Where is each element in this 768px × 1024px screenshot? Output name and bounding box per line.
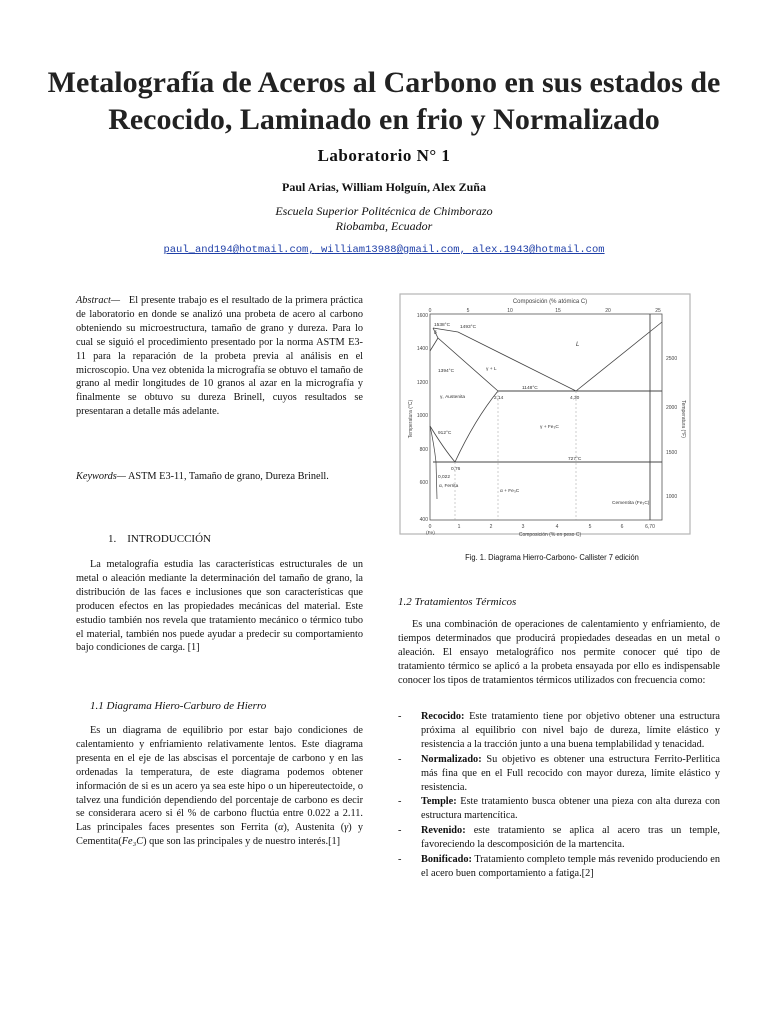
left-tick: 1600 bbox=[416, 313, 428, 319]
label-delta: δ bbox=[434, 331, 437, 336]
right-tick: 1000 bbox=[666, 494, 678, 500]
list-dash: - bbox=[398, 796, 402, 808]
label-alpha-fe3c: α + Fe₃C bbox=[500, 489, 520, 494]
label-912: 912°C bbox=[438, 431, 452, 436]
label-gamma-l: γ + L bbox=[486, 367, 497, 372]
bottom-tick: 1 bbox=[457, 524, 461, 530]
list-term: Recocido: bbox=[421, 711, 465, 722]
top-axis-label: Composición (% atómica C) bbox=[512, 299, 588, 305]
list-term: Temple: bbox=[421, 796, 457, 808]
top-tick: 0 bbox=[428, 308, 432, 314]
top-tick: 20 bbox=[605, 308, 611, 314]
bottom-axis-label: Composición (% en peso C) bbox=[518, 532, 582, 538]
bottom-tick: 4 bbox=[555, 524, 559, 530]
diagram-paragraph-text-a: Es un diagrama de equilibrio por estar bajo condiciones de calentamiento y enfriamiento relativamente lentos. Este diagrama presenta en el eje de las abscisas el porcentaje de carbono y en las ordenadas la temperatura, de este diagrama podemos obtener información de si es un acero ya sea este hipo o un hipereutectoide, o talvez una fundición dependiendo del porcentaje de carbono es decir se considerara acero si él % de carbono fluctúa entre 0.022 a 2.11. Las principales faces presentes son Ferrita ( bbox=[76, 725, 363, 834]
diagram-paragraph-text-b: ), Austenita ( bbox=[283, 822, 345, 834]
top-tick: 5 bbox=[466, 308, 470, 314]
gamma-symbol: γ bbox=[344, 822, 349, 834]
list-text: Este tratamiento tiene por objetivo obtener una estructura próxima al equilibrio con nivel bajo de dureza, límite elástico y resistencia a la tracción junto a una buena templabilidad y tenacidad. bbox=[421, 711, 720, 750]
bottom-tick: 3 bbox=[521, 524, 525, 530]
label-2-14: 2,14 bbox=[494, 396, 504, 401]
label-ferrite: α, Ferrita bbox=[439, 484, 459, 489]
keywords-text: ASTM E3-11, Tamaño de grano, Dureza Brinell. bbox=[127, 471, 329, 482]
list-text: Su objetivo es obtener una estructura Ferrito-Perlitica más fina que en el Full recocido con mayor dureza, límite elástico y resistencia. bbox=[421, 753, 720, 793]
list-item bbox=[398, 853, 720, 881]
treatments-paragraph-text: Es una combinación de operaciones de calentamiento y enfriamiento, de tiempos determinados que producirá propiedades deseadas en un metal o aleación. El ensayo metalográfico nos permite conocer qué tipo de tratamiento térmico se aplicó a la probeta ensayada por ello es indispensable conocer los tipos de tratamientos térmicos utilizados con frecuencia como: bbox=[398, 619, 720, 686]
email-list bbox=[0, 244, 768, 256]
left-tick: 1000 bbox=[416, 413, 428, 419]
label-1538: 1538°C bbox=[434, 323, 451, 328]
keywords bbox=[76, 470, 363, 484]
list-item bbox=[398, 710, 720, 752]
list-dash: - bbox=[398, 753, 402, 765]
paper-title: Metalografía de Aceros al Carbono en sus estados de Recocido, Laminado en frio y Normalizado bbox=[47, 66, 721, 136]
left-tick: 400 bbox=[419, 517, 428, 523]
abstract-label: Abstract— bbox=[76, 295, 121, 306]
bottom-tick: 0 bbox=[428, 524, 432, 530]
list-text: este tratamiento se aplica al acero tras un temple, favoreciendo la descomposición de la martencita. bbox=[421, 825, 720, 851]
list-dash: - bbox=[398, 711, 402, 722]
affiliation-location: Riobamba, Ecuador bbox=[335, 219, 433, 233]
left-axis-label: Temperatura (°C) bbox=[408, 399, 414, 439]
bottom-tick: 6 bbox=[620, 524, 624, 530]
list-dash: - bbox=[398, 854, 402, 866]
label-0-022: 0,022 bbox=[438, 475, 451, 480]
lab-subtitle: Laboratorio N° 1 bbox=[317, 146, 451, 165]
list-item bbox=[398, 824, 720, 852]
right-tick: 1500 bbox=[666, 450, 678, 456]
affiliation-institution: Escuela Superior Politécnica de Chimborazo bbox=[275, 204, 493, 218]
label-fe: (Fe) bbox=[426, 531, 435, 536]
bottom-tick: 5 bbox=[588, 524, 592, 530]
email-link[interactable]: william13988@gmail.com, bbox=[320, 244, 466, 256]
list-item bbox=[398, 753, 720, 795]
affiliation bbox=[0, 204, 768, 234]
treatments-list bbox=[398, 710, 720, 882]
list-item bbox=[398, 795, 720, 823]
iron-carbon-diagram bbox=[400, 294, 690, 538]
label-727: 727°C bbox=[568, 457, 582, 462]
subsection-heading-tratamientos: 1.2 Tratamientos Térmicos bbox=[398, 596, 517, 608]
label-1148: 1148°C bbox=[522, 386, 538, 391]
email-link[interactable]: alex.1943@hotmail.com bbox=[472, 244, 605, 256]
list-dash: - bbox=[398, 825, 402, 837]
list-text: Este tratamiento busca obtener una pieza con alta dureza con estructura martencítica. bbox=[421, 796, 720, 822]
diagram-paragraph-text-c: ) y Cementita( bbox=[76, 822, 363, 848]
label-1493: 1493°C bbox=[460, 325, 477, 330]
alpha-symbol: α bbox=[277, 822, 284, 834]
right-axis-label: Temperatura (°F) bbox=[680, 400, 686, 438]
keywords-label: Keywords— bbox=[76, 471, 126, 482]
label-gamma-fe3c: γ + Fe₃C bbox=[540, 425, 559, 430]
left-tick: 800 bbox=[419, 447, 428, 453]
list-term: Revenido: bbox=[421, 825, 466, 837]
label-4-30: 4,30 bbox=[570, 396, 580, 401]
email-link[interactable]: paul_and194@hotmail.com, bbox=[163, 244, 315, 256]
figure-caption: Fig. 1. Diagrama Hierro-Carbono- Callister 7 edición bbox=[465, 553, 639, 562]
diagram-paragraph bbox=[76, 724, 363, 849]
right-tick: 2500 bbox=[666, 356, 678, 362]
intro-paragraph bbox=[76, 558, 363, 655]
diagram-paragraph-text-d: ) que son las principales y de nuestro interés.[1] bbox=[143, 836, 341, 848]
author-list: Paul Arias, William Holguín, Alex Zuña bbox=[282, 180, 486, 194]
intro-paragraph-text: La metalografía estudia las características estructurales de un metal o aleación mediante la determinación del tamaño de grano, la distribución de las faces e inclusiones que son características que producen efectos en las propiedades mecánicas del material. Este estudio también nos revela que tratamiento mecánico o térmico tubo el material, también nos puede ayudar a predecir su comportamiento bajo condiciones de carga. [1] bbox=[76, 559, 363, 654]
left-tick: 1200 bbox=[416, 380, 428, 386]
label-0-76: 0,76 bbox=[451, 467, 461, 472]
list-term: Normalizado: bbox=[421, 753, 482, 765]
bottom-tick: 2 bbox=[489, 524, 493, 530]
section-heading-introduccion: 1. INTRODUCCIÓN bbox=[108, 533, 211, 545]
bottom-tick: 6,70 bbox=[645, 524, 655, 530]
list-term: Bonificado: bbox=[421, 854, 472, 866]
abstract-text: El presente trabajo es el resultado de la primera práctica de laboratorio en donde se analizó una probeta de acero al carbono obteniendo su microestructura, tamaño de grano y dureza. Para lo cual se siguió el procedimiento presentado por la norma ASTM E3-11 para la reparación de la probeta previa al análisis en el microscopio. Una vez obtenida la micrografía se obtuvo el tamaño de grano al medir longitudes de 10 granos al azar en la micrografía y finalmente se obtuvo su dureza Brinell, cuyos resultados se presentaran a detalle más adelante. bbox=[76, 295, 363, 418]
label-cementite: Cementita (Fe₃C) bbox=[612, 501, 650, 506]
left-tick: 600 bbox=[419, 480, 428, 486]
abstract bbox=[76, 294, 363, 419]
left-tick: 1400 bbox=[416, 346, 428, 352]
label-liquid: L bbox=[576, 342, 580, 348]
subsection-heading-diagrama: 1.1 Diagrama Hiero-Carburo de Hierro bbox=[90, 700, 267, 712]
cementite-formula: Fe₃C bbox=[121, 836, 144, 848]
treatments-paragraph bbox=[398, 618, 720, 688]
top-tick: 10 bbox=[507, 308, 513, 314]
top-tick: 25 bbox=[655, 308, 661, 314]
list-text: Tratamiento completo temple más revenido produciendo en el acero buen comportamiento a fatiga.[2] bbox=[421, 854, 720, 879]
right-tick: 2000 bbox=[666, 405, 678, 411]
label-austenite: γ, Austenita bbox=[440, 395, 466, 400]
top-tick: 15 bbox=[555, 308, 561, 314]
label-1394: 1394°C bbox=[438, 369, 455, 374]
